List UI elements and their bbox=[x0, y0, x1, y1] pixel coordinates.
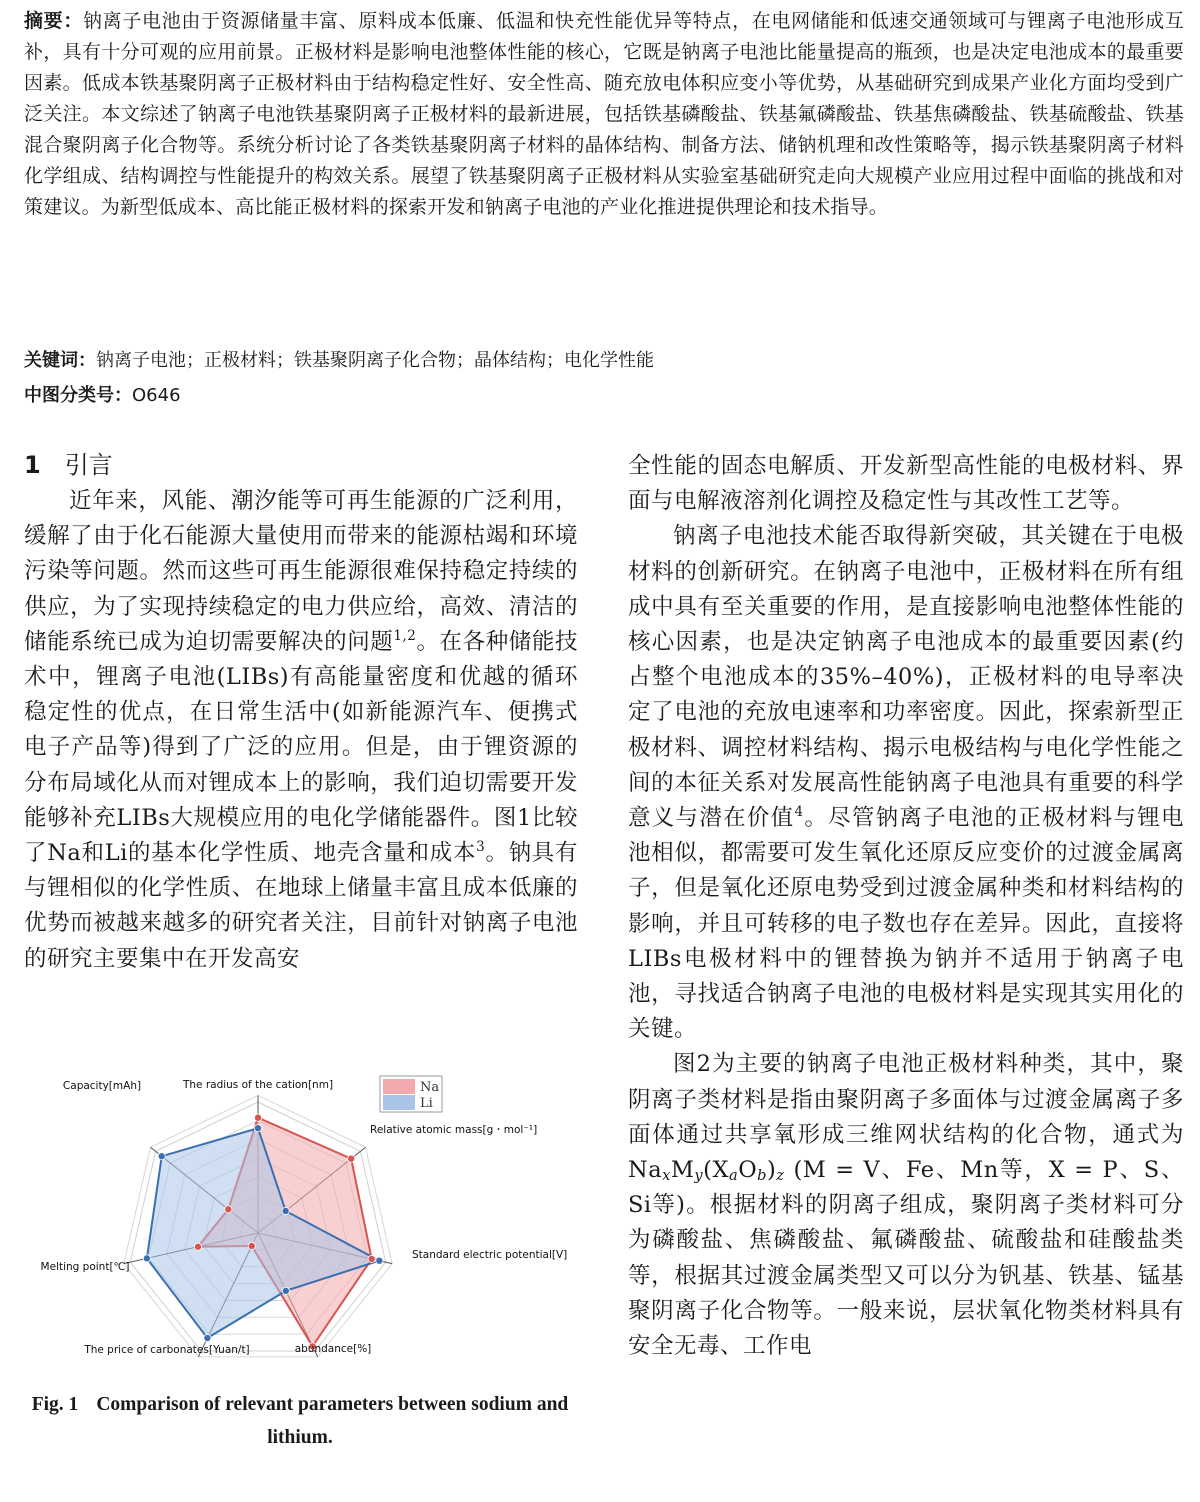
legend-label: Na bbox=[420, 1080, 440, 1095]
text-run: (M = V、Fe、Mn等，X = P、S、Si等)。根据材料的阴离子组成，聚阴离子类材料可分为磷酸盐、焦磷酸盐、氟磷酸盐、硫酸盐和硅酸盐类等，根据其过渡金属类型又可以分为钒基、铁基、锰基聚阴离子化合物等。一般来说，层状氧化物类材料具有安全无毒、工作电 bbox=[628, 1157, 1184, 1360]
data-point-li bbox=[143, 1255, 150, 1262]
right-column bbox=[628, 449, 1184, 1364]
legend-swatch-na bbox=[383, 1079, 415, 1094]
text-run: 图2为主要的钠离子电池正极材料种类，其中，聚阴离子类材料是指由聚阴离子多面体与过渡金属离子多面体通过共享氧形成三维网状结构的化合物，通式为Na bbox=[628, 1051, 1184, 1184]
data-point-na bbox=[368, 1255, 375, 1262]
keywords-text: 钠离子电池；正极材料；铁基聚阴离子化合物；晶体结构；电化学性能 bbox=[96, 350, 654, 371]
paragraph-2 bbox=[628, 519, 1184, 1047]
data-point-li bbox=[254, 1125, 261, 1132]
left-column bbox=[24, 484, 578, 977]
formula-sub: y bbox=[694, 1166, 704, 1184]
section-heading bbox=[24, 448, 113, 482]
legend-swatch-li bbox=[383, 1095, 415, 1110]
citation-ref[interactable]: 4 bbox=[794, 804, 804, 821]
formula-sub: a bbox=[728, 1166, 739, 1184]
formula-part: (X bbox=[703, 1157, 729, 1184]
classification-label: 中图分类号： bbox=[24, 385, 132, 406]
paragraph-3 bbox=[628, 1047, 1184, 1364]
axis-label: The radius of the cation[nm] bbox=[182, 1079, 334, 1091]
figure-caption bbox=[30, 1388, 570, 1454]
section-number: 1 bbox=[24, 451, 41, 479]
paragraph-continued: 全性能的固态电解质、开发新型高性能的电极材料、界面与电解液溶剂化调控及稳定性与其改性工艺等。 bbox=[628, 453, 1184, 515]
data-point-li bbox=[158, 1153, 165, 1160]
citation-ref[interactable]: 3 bbox=[476, 839, 486, 856]
figure-1 bbox=[40, 1066, 580, 1386]
caption-text: Comparison of relevant parameters between sodium and lithium. bbox=[96, 1394, 569, 1448]
abstract bbox=[24, 6, 1184, 223]
formula-part: O bbox=[738, 1157, 758, 1184]
legend-label: Li bbox=[420, 1096, 433, 1111]
data-point-li bbox=[376, 1257, 383, 1264]
axis-label: The price of carbonates[Yuan/t] bbox=[84, 1344, 250, 1356]
formula-sub: b bbox=[757, 1166, 767, 1184]
text-run: 。钠具有与锂相似的化学性质、在地球上储量丰富且成本低廉的优势而被越来越多的研究者关注，目前针对钠离子电池的研究主要集中在开发高安 bbox=[24, 840, 578, 972]
formula-part: M bbox=[670, 1157, 695, 1184]
text-run: 近年来，风能、潮汐能等可再生能源的广泛利用，缓解了由于化石能源大量使用而带来的能源枯竭和环境污染等问题。然而这些可再生能源很难保持稳定持续的供应，为了实现持续稳定的电力供应给，高效、清洁的储能系统已成为迫切需要解决的问题 bbox=[24, 488, 578, 655]
text-run: 钠离子电池技术能否取得新突破，其关键在于电极材料的创新研究。在钠离子电池中，正极材料在所有组成中具有至关重要的作用，是直接影响电池整体性能的核心因素，也是决定钠离子电池成本的最重要因素(约占整个电池成本的35%–40%)，正极材料的电导率决定了电池的充放电速率和功率密度。因此，探索新型正极材料、调控材料结构、揭示电极结构与电化学性能之间的本征关系对发展高性能钠离子电池具有重要的科学意义与潜在价值 bbox=[628, 523, 1184, 832]
text-run: 。在各种储能技术中，锂离子电池(LIBs)有高能量密度和优越的循环稳定性的优点，在日常生活中(如新能源汽车、便携式电子产品等)得到了广泛的应用。但是，由于锂资源的分布局域化从而对锂成本上的影响，我们迫切需要开发能够补充LIBs大规模应用的电化学储能器件。图1比较了Na和Li的基本化学性质、地壳含量和成本 bbox=[24, 628, 578, 867]
text-run: 。尽管钠离子电池的正极材料与锂电池相似，都需要可发生氧化还原反应变价的过渡金属离子，但是氧化还原电势受到过渡金属种类和材料结构的影响，并且可转移的电子数也存在差异。因此，直接将LIBs电极材料中的锂替换为钠并不适用于钠离子电池，寻找适合钠离子电池的电极材料是实现其实用化的关键。 bbox=[628, 805, 1184, 1043]
data-point-na bbox=[248, 1242, 255, 1249]
classification bbox=[24, 381, 181, 411]
keywords-label: 关键词： bbox=[24, 350, 96, 371]
data-point-na bbox=[348, 1155, 355, 1162]
data-point-li bbox=[204, 1334, 211, 1341]
data-point-li bbox=[282, 1287, 289, 1294]
formula-sub: x bbox=[662, 1166, 671, 1184]
data-point-na bbox=[254, 1114, 261, 1121]
abstract-label: 摘要： bbox=[24, 10, 84, 32]
caption-number: Fig. 1 bbox=[31, 1394, 79, 1415]
data-point-na bbox=[194, 1243, 201, 1250]
abstract-text: 钠离子电池由于资源储量丰富、原料成本低廉、低温和快充性能优异等特点，在电网储能和低速交通领域可与锂离子电池形成互补，具有十分可观的应用前景。正极材料是影响电池整体性能的核心，它既是钠离子电池比能量提高的瓶颈，也是决定电池成本的最重要因素。低成本铁基聚阴离子正极材料由于结构稳定性好、安全性高、随充放电体积应变小等优势，从基础研究到成果产业化方面均受到广泛关注。本文综述了钠离子电池铁基聚阴离子正极材料的最新进展，包括铁基磷酸盐、铁基氟磷酸盐、铁基焦磷酸盐、铁基硫酸盐、铁基混合聚阴离子化合物等。系统分析讨论了各类铁基聚阴离子材料的晶体结构、制备方法、储钠机理和改性策略等，揭示铁基聚阴离子材料化学组成、结构调控与性能提升的构效关系。展望了铁基聚阴离子正极材料从实验室基础研究走向大规模产业应用过程中面临的挑战和对策建议。为新型低成本、高比能正极材料的探索开发和钠离子电池的产业化推进提供理论和技术指导。 bbox=[24, 10, 1184, 218]
axis-label: Standard electric potential[V] bbox=[412, 1249, 568, 1261]
formula-part: ) bbox=[767, 1157, 777, 1184]
axis-label: abundance[%] bbox=[294, 1343, 372, 1355]
data-point-li bbox=[282, 1207, 289, 1214]
keywords bbox=[24, 346, 654, 376]
citation-ref[interactable]: 1,2 bbox=[393, 628, 417, 645]
axis-label: Relative atomic mass[g・mol⁻¹] bbox=[370, 1124, 538, 1136]
axis-label: Melting point[℃] bbox=[40, 1261, 130, 1273]
classification-value: O646 bbox=[132, 385, 181, 406]
axis-label: Capacity[mAh] bbox=[62, 1080, 142, 1092]
radar-chart bbox=[40, 1066, 580, 1386]
section-title: 引言 bbox=[64, 451, 113, 479]
data-point-na bbox=[225, 1206, 232, 1213]
intro-paragraph-1 bbox=[24, 484, 578, 977]
formula-sub: z bbox=[776, 1166, 785, 1184]
